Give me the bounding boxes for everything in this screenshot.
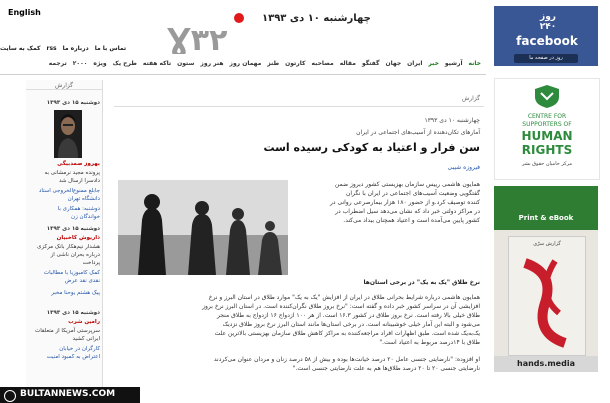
nav-world[interactable]: جهان (385, 60, 402, 67)
contact-link[interactable]: تماس با ما (94, 45, 127, 52)
lead-line-4: کشور پایین‌ می‌آمده است و اعتیاد همچنان بیداد می‌کند. (343, 217, 480, 224)
left-item2-date: دوشنبه ۱۵ دی ۱۳۹۳ (46, 310, 100, 316)
left-item2-line2[interactable]: کارگران در خیابان (59, 346, 100, 352)
article-divider (114, 106, 484, 107)
nav-article[interactable]: مقاله (339, 60, 356, 67)
lead-line-2: کننده توصیف کرد.و از حضور ۱۸۰ هزار بیمارصرعی روانی در (329, 199, 480, 206)
left-item1-line4[interactable]: دوشنبه: همکاری با (57, 206, 100, 212)
nav-cartoon[interactable]: کارتون (285, 60, 306, 67)
lead-line-3: در مراکز دولتی خبر داد که نشان می‌دهد سیل اضطراب در (335, 208, 480, 215)
left-item1-date: دوشنبه ۱۵ دی ۱۳۹۳ (46, 100, 100, 106)
watermark-icon (4, 390, 16, 402)
left-item1-line8[interactable]: هشدار نیم‌هکار بانک مرکزی (37, 244, 100, 250)
article-section: گزارش (461, 95, 480, 102)
body-spacer (114, 347, 480, 355)
facebook-logo-mark: روز ۲۴۰ (539, 12, 557, 32)
photo-caption: نرخ طلاق "یک به یک" در برخی استان‌ها (363, 279, 480, 286)
site-logo-graphic (165, 12, 265, 54)
article-photo-graphic (118, 180, 288, 275)
header-date: چهارشنبه ۱۰ دی ۱۳۹۳ (262, 13, 371, 24)
hands-media-label: hands.media (494, 356, 598, 372)
article-title: سن فرار و اعتیاد به کودکی رسیده است (263, 141, 480, 154)
article-body (114, 293, 480, 373)
left-item1-line10[interactable]: پرداخت (82, 260, 100, 266)
nav-news[interactable]: خبر (428, 60, 439, 67)
left-item1-line11[interactable]: کمک کامبوزیا با مطالبات (43, 270, 100, 276)
nav-interview[interactable]: گفتگو (361, 60, 380, 67)
rights-fa: مرکز حامیان حقوق بشر (521, 161, 573, 167)
left-item1-line12[interactable]: نقدی نقد عرض (64, 278, 100, 284)
facebook-label: facebook (516, 34, 578, 48)
ebook-label: Print & eBook (518, 214, 574, 222)
nav-guest[interactable]: مهمان روز (229, 60, 262, 67)
left-item2-author[interactable]: رامین شرب (68, 319, 100, 325)
nav-art[interactable]: هنر روز (200, 60, 224, 67)
article-author[interactable]: فیروزه شیبی (447, 164, 480, 171)
body-line-0: همایون هاشمی درباره شرایط بحرانی طلاق در ایران از افزایش "یک به یک" موارد طلاق در استان البرز و نرخ (208, 294, 480, 301)
english-link[interactable]: English (8, 8, 41, 17)
nav-divider (0, 74, 486, 75)
rights-line-0: CENTRE FOR (527, 113, 567, 120)
lead-line-1: گفتگویی وضعیت آسیب‌های اجتماعی در ایران با نگران (345, 190, 480, 197)
article-date: چهارشنبه ۱۰ دی ۱۳۹۳ (424, 117, 480, 124)
body-line-3: می‌شود و البته این آمار خیلی خوشبینانه است. در برخی استان‌ها مانند استان البرز نرخ بروز طلاق نزدیک (222, 321, 480, 328)
body-line-2: طلاق خیلی بالا رفته است. نرخ بروز طلاق در کشور ۱۶.۳ است. از هر ۱۰۰ ازدواج ۱۶ ازدواج به طلاق منجر (216, 312, 480, 319)
rights-line-3: RIGHTS (521, 143, 573, 157)
article-photo (118, 180, 288, 275)
ebook-header (494, 186, 598, 230)
left-item1-line5[interactable]: خواندگان زن (71, 214, 100, 220)
left-item1-line3[interactable]: دانشگاه تهران (67, 196, 100, 202)
left-item1-line7[interactable]: داریوش کاخبیان (56, 235, 100, 241)
nav-iran[interactable]: ایران (407, 60, 423, 67)
left-item2-line0[interactable]: سرپرستی آمریکا از متعلقات (35, 328, 100, 334)
body-line-1: افزایشی آن در سراسر کشور خبر داده و گفته است: "نرخ بروز طلاق نگران‌کننده است. در استان البرز نرخ بروز (202, 303, 480, 310)
book-cover (508, 236, 586, 356)
nav-translation[interactable]: ترجمه (48, 60, 67, 67)
left-item1-line1[interactable]: دادسرا ارسال شد (58, 178, 100, 184)
book-cover-art (515, 253, 579, 349)
author-portrait (54, 110, 82, 158)
watermark-text: BULTANNEWS.COM (20, 389, 116, 399)
left-item1-line0[interactable]: پرونده مجید نرمشانی به (44, 170, 100, 176)
lead-line-0: همایون هاشمی رییس سازمان بهزیستی کشور دیروز ضمن (334, 181, 480, 188)
human-rights-banner[interactable] (494, 78, 600, 180)
nav-column[interactable]: ستون (177, 60, 195, 67)
nav-special[interactable]: ویژه (93, 60, 107, 67)
nav-2000[interactable]: ۲۰۰۰ (72, 60, 88, 67)
facebook-banner[interactable] (494, 6, 598, 66)
body-line-6: او افزوده: "نارضایتی جنسی عامل ۲۰ درصد خیانت‌ها بوده و بیش از ۵۸ درصد زنان و مردان عنوان می‌کردند (213, 356, 480, 363)
author-avatar (54, 110, 82, 158)
left-item2-line3[interactable]: اعتراض به کمبود امنیت (46, 354, 100, 360)
book-title: گزارش سرّی (533, 241, 561, 247)
left-item1-line2[interactable]: جابلغ ممنوع‌الخروجی استاد (38, 188, 100, 194)
nav-plan[interactable]: طرح یک (112, 60, 137, 67)
article-kicker: آمارهای تکان‌دهنده از آسیب‌های اجتماعی در ایران (356, 129, 480, 136)
svg-text:Ɣ٣٢: Ɣ٣٢ (167, 23, 228, 54)
left-item1-author[interactable]: بهروز صمدبیگی (57, 161, 100, 167)
rights-line-1: SUPPORTERS OF (522, 121, 572, 128)
facebook-sub: روز در صفحه ما (514, 54, 578, 63)
left-item1-line13[interactable]: پیک هشتم یوحنا مخبر (51, 290, 100, 296)
donate-link[interactable]: کمک به سایت (0, 45, 41, 52)
left-item1-line9[interactable]: درباره بحران ناشی از (50, 252, 100, 258)
body-line-4: یک‌به‌یک شده است. طبق اظهارات افراد مراجعه‌کننده به مراکز کاهش طلاق سازمان بهزیستی بالاترین علت (214, 330, 480, 337)
left-item2-line1[interactable]: ایرانی کشید (72, 336, 100, 342)
site-logo[interactable] (165, 12, 265, 54)
left-item1-line6: دوشنبه ۱۵ دی ۱۳۹۳ (46, 226, 100, 232)
article-lead (292, 180, 480, 276)
body-line-7: نارضایتی جنسی ۲۰ تا ۲۰ درصد طلاق‌ها هم به علت نارضایتی جنسی است." (292, 365, 480, 372)
utility-links (0, 45, 160, 57)
body-line-5: طلاق با ۱۴درصد مربوط به اعتیاد است." (379, 339, 480, 346)
about-link[interactable]: درباره ما (62, 45, 89, 52)
rights-emblem-icon (532, 83, 562, 109)
nav-archive[interactable]: آرشیو (444, 60, 463, 67)
book-ad[interactable] (494, 186, 598, 372)
rights-line-2: HUMAN (521, 129, 573, 143)
nav-dialogue[interactable]: مصاحبه (311, 60, 334, 67)
nav-home[interactable]: خانه (468, 60, 481, 67)
left-section-title: گزارش (26, 82, 102, 90)
watermark-bar (0, 387, 140, 403)
nav-satire[interactable]: طنز (267, 60, 280, 67)
nav-weekly[interactable]: تاکه هفته (142, 60, 172, 67)
main-nav (48, 60, 481, 72)
rss-link[interactable]: rss (46, 45, 57, 52)
